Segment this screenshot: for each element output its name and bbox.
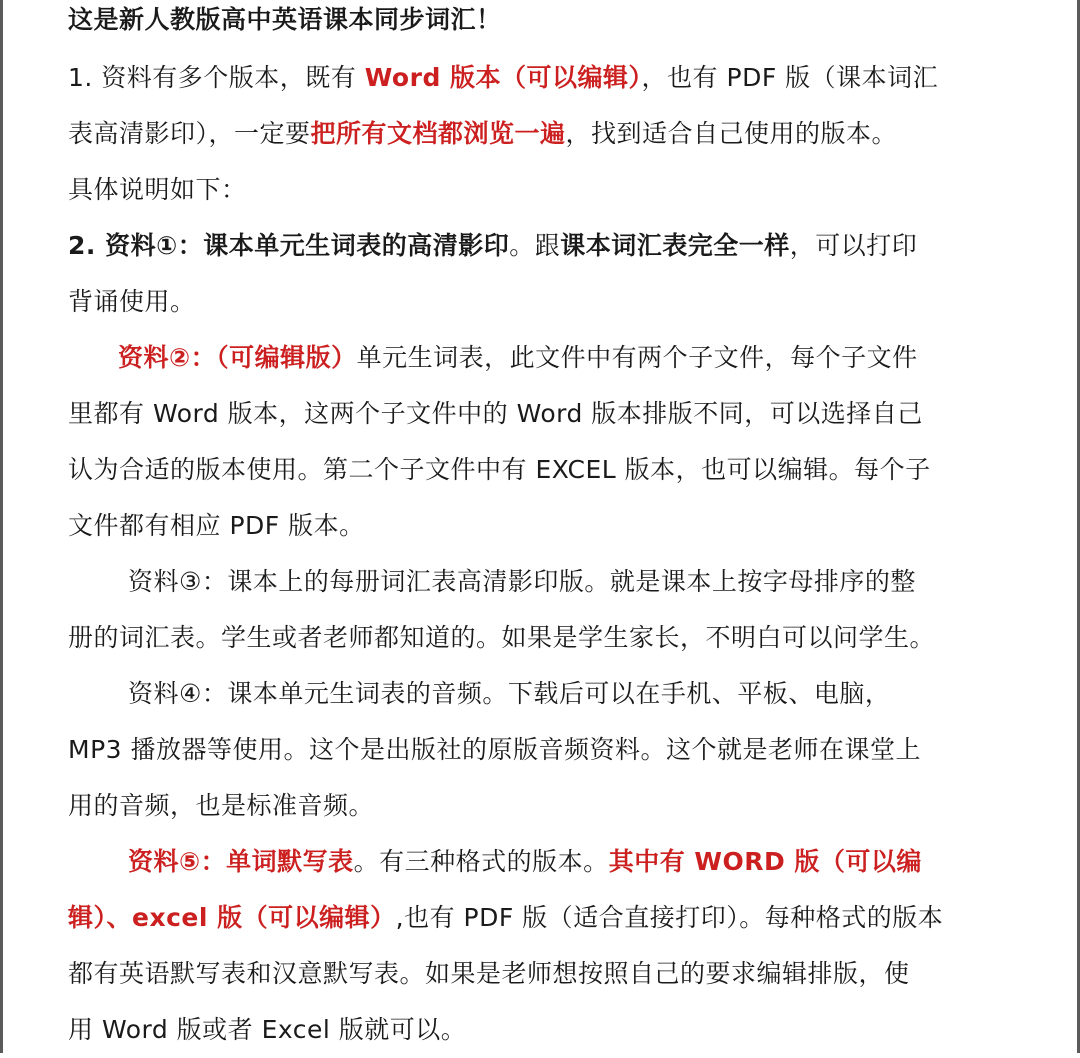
paragraph-4-line-1: 资料③：课本上的每册词汇表高清影印版。就是课本上按字母排序的整: [128, 567, 916, 596]
paragraph-3-line-3: 认为合适的版本使用。第二个子文件中有 EXCEL 版本，也可以编辑。每个子: [68, 455, 931, 484]
paragraph-5-line-3: 用的音频，也是标准音频。: [68, 791, 375, 820]
paragraph-1-line-3: 具体说明如下：: [68, 175, 247, 204]
paragraph-3-line-1: 资料②：（可编辑版）单元生词表，此文件中有两个子文件，每个子文件: [118, 343, 918, 372]
paragraph-5-line-1: 资料④：课本单元生词表的音频。下载后可以在手机、平板、电脑，: [128, 679, 891, 708]
page-edge-left: [0, 0, 3, 1053]
paragraph-3-line-4: 文件都有相应 PDF 版本。: [68, 511, 365, 540]
paragraph-1-line-1: 1. 资料有多个版本，既有 Word 版本（可以编辑），也有 PDF 版（课本词汇: [68, 63, 939, 92]
paragraph-6-line-2: 辑）、excel 版（可以编辑）,也有 PDF 版（适合直接打印）。每种格式的版本: [68, 903, 944, 932]
paragraph-3-line-2: 里都有 Word 版本，这两个子文件中的 Word 版本排版不同，可以选择自己: [68, 399, 923, 428]
paragraph-1-line-2: 表高清影印），一定要把所有文档都浏览一遍，找到适合自己使用的版本。: [68, 119, 898, 148]
paragraph-6-line-3: 都有英语默写表和汉意默写表。如果是老师想按照自己的要求编辑排版，使: [68, 959, 910, 988]
highlight-material-5: 资料⑤：单词默写表: [128, 847, 354, 876]
highlight-word-editable: Word 版本（可以编辑）: [364, 63, 642, 92]
paragraph-6-line-4: 用 Word 版或者 Excel 版就可以。: [68, 1015, 467, 1044]
paragraph-4-line-2: 册的词汇表。学生或者老师都知道的。如果是学生家长，不明白可以问学生。: [68, 623, 936, 652]
paragraph-2-line-1: 2. 资料①：课本单元生词表的高清影印。跟课本词汇表完全一样，可以打印: [68, 231, 918, 260]
paragraph-2-line-2: 背诵使用。: [68, 287, 196, 316]
document-title: 这是新人教版高中英语课本同步词汇！: [68, 5, 502, 34]
highlight-material-2: 资料②：（可编辑版）: [118, 343, 357, 372]
highlight-browse-all: 把所有文档都浏览一遍: [310, 119, 566, 148]
paragraph-6-line-1: 资料⑤：单词默写表。有三种格式的版本。其中有 WORD 版（可以编: [128, 847, 922, 876]
document-page: [68, 0, 1018, 1058]
paragraph-5-line-2: MP3 播放器等使用。这个是出版社的原版音频资料。这个就是老师在课堂上: [68, 735, 922, 764]
